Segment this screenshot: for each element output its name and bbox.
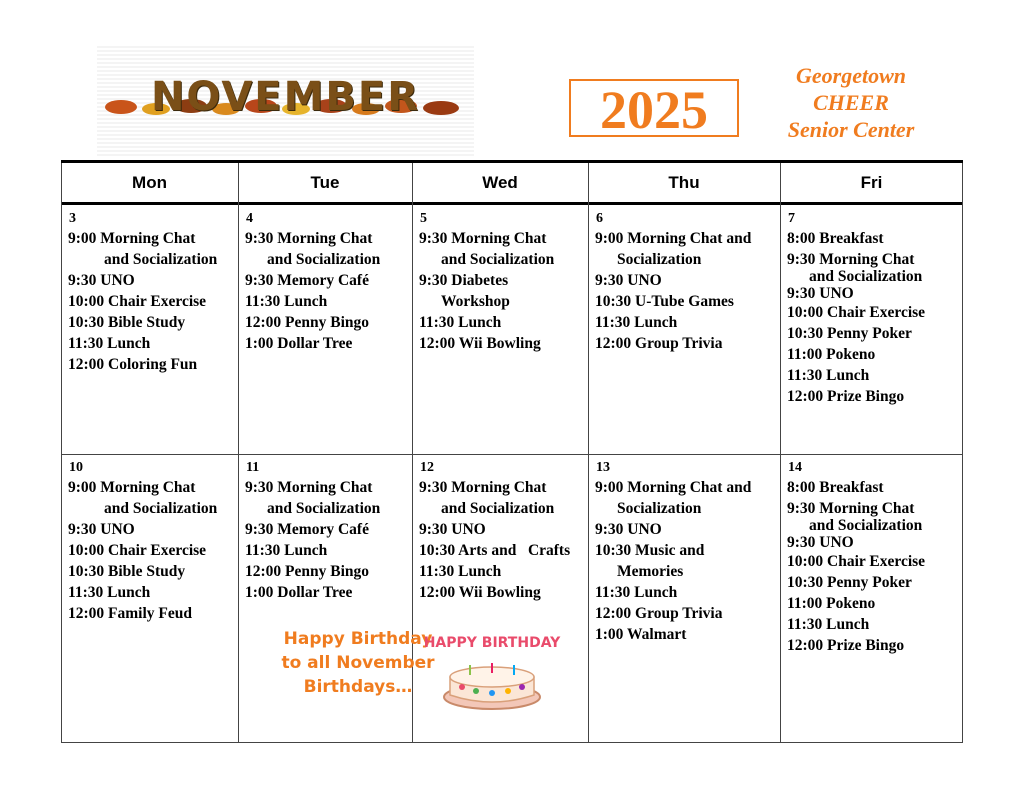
event-item: and Socialization	[104, 251, 218, 268]
day-cell-wed-12	[412, 459, 588, 603]
event-item: 11:30 Lunch	[245, 293, 328, 310]
day-number: 6	[596, 211, 603, 226]
day-cell-fri-14	[780, 459, 963, 656]
event-item: 11:30 Lunch	[68, 584, 151, 601]
day-header-tue: Tue	[310, 173, 340, 192]
event-item: 9:00 Morning Chat and	[595, 479, 752, 496]
event-item: 10:30 Penny Poker	[787, 325, 912, 342]
month-banner	[97, 46, 474, 156]
day-cell-fri-7	[780, 210, 963, 407]
day-cell-tue-4	[238, 210, 412, 354]
event-item: 11:30 Lunch	[787, 616, 870, 633]
day-cell-mon-3	[61, 210, 238, 375]
event-item: 10:00 Chair Exercise	[787, 553, 926, 570]
event-item: 10:00 Chair Exercise	[787, 304, 926, 321]
birthday-line: Happy Birthday	[283, 629, 433, 649]
event-item: and Socialization	[809, 517, 923, 534]
event-item: 9:30 Memory Café	[245, 272, 369, 289]
event-item: 1:00 Dollar Tree	[245, 335, 353, 352]
day-header-thu: Thu	[668, 173, 700, 192]
birthday-line: to all November	[281, 653, 435, 673]
event-item: 10:30 Bible Study	[68, 314, 186, 331]
event-item: 10:00 Chair Exercise	[68, 293, 207, 310]
birthday-line: Birthdays…	[303, 677, 413, 697]
event-item: 11:30 Lunch	[68, 335, 151, 352]
day-number: 3	[69, 211, 76, 226]
event-item: 9:30 UNO	[787, 534, 854, 551]
event-item: 11:30 Lunch	[787, 367, 870, 384]
event-item: 9:30 UNO	[419, 521, 486, 538]
event-item: 9:30 Diabetes	[419, 272, 509, 289]
day-number: 11	[246, 460, 260, 475]
event-item: 8:00 Breakfast	[787, 479, 884, 496]
center-name-line: CHEER	[813, 90, 889, 115]
event-item: 11:00 Pokeno	[787, 595, 876, 612]
event-item: and Socialization	[441, 251, 555, 268]
event-item: 10:30 Music and	[595, 542, 705, 559]
day-number: 5	[420, 211, 427, 226]
year-box: 2025	[569, 79, 739, 137]
event-item: 9:30 UNO	[68, 272, 135, 289]
center-name-line: Georgetown	[796, 63, 906, 88]
event-item: 10:30 U-Tube Games	[595, 293, 734, 310]
event-item: 12:00 Family Feud	[68, 605, 192, 622]
grid-line	[61, 742, 963, 743]
event-item: Socialization	[617, 251, 702, 268]
event-item: 12:00 Group Trivia	[595, 335, 723, 352]
event-item: Socialization	[617, 500, 702, 517]
event-item: 9:30 Morning Chat	[419, 230, 547, 247]
birthday-cake-icon	[423, 615, 561, 715]
event-item: 10:30 Bible Study	[68, 563, 186, 580]
banner-month-text: NOVEMBER	[150, 74, 421, 120]
event-item: 11:30 Lunch	[595, 584, 678, 601]
event-item: 9:00 Morning Chat	[68, 479, 196, 496]
event-item: 12:00 Wii Bowling	[419, 335, 541, 352]
day-number: 10	[69, 460, 83, 475]
event-item: 1:00 Walmart	[595, 626, 687, 643]
event-item: 12:00 Penny Bingo	[245, 314, 370, 331]
event-item: 11:00 Pokeno	[787, 346, 876, 363]
day-number: 4	[246, 211, 253, 226]
event-item: 9:30 UNO	[68, 521, 135, 538]
day-header-fri: Fri	[860, 173, 883, 192]
event-item: 9:30 Morning Chat	[419, 479, 547, 496]
event-item: 9:00 Morning Chat	[68, 230, 196, 247]
event-item: 12:00 Wii Bowling	[419, 584, 541, 601]
day-cell-tue-11	[238, 459, 412, 603]
event-item: 9:30 UNO	[595, 272, 662, 289]
event-item: 12:00 Prize Bingo	[787, 388, 905, 405]
event-item: and Socialization	[104, 500, 218, 517]
event-item: 9:30 Morning Chat	[245, 479, 373, 496]
event-item: Memories	[617, 563, 684, 580]
event-item: 12:00 Prize Bingo	[787, 637, 905, 654]
event-item: and Socialization	[267, 500, 381, 517]
event-item: and Socialization	[267, 251, 381, 268]
day-header-wed: Wed	[482, 173, 518, 192]
event-item: 12:00 Group Trivia	[595, 605, 723, 622]
day-cell-wed-5	[412, 210, 588, 354]
event-item: 11:30 Lunch	[245, 542, 328, 559]
day-cell-mon-10	[61, 459, 238, 624]
day-header-mon: Mon	[132, 173, 167, 192]
event-item: 9:30 Morning Chat	[787, 500, 915, 517]
center-name-line: Senior Center	[787, 117, 915, 142]
cake-text: HAPPY BIRTHDAY	[423, 635, 561, 651]
event-item: 8:00 Breakfast	[787, 230, 884, 247]
event-item: 9:30 UNO	[595, 521, 662, 538]
day-number: 13	[596, 460, 610, 475]
birthday-message	[275, 627, 441, 699]
event-item: 9:30 Morning Chat	[245, 230, 373, 247]
event-item: 10:00 Chair Exercise	[68, 542, 207, 559]
event-item: 9:00 Morning Chat and	[595, 230, 752, 247]
event-item: and Socialization	[809, 268, 923, 285]
event-item: and Socialization	[441, 500, 555, 517]
event-item: 9:30 UNO	[787, 285, 854, 302]
event-item: Workshop	[441, 293, 510, 310]
day-number: 12	[420, 460, 434, 475]
day-number: 7	[788, 211, 795, 226]
day-number: 14	[788, 460, 802, 475]
day-cell-thu-13	[588, 459, 780, 645]
event-item: 1:00 Dollar Tree	[245, 584, 353, 601]
event-item: 9:30 Morning Chat	[787, 251, 915, 268]
event-item: 11:30 Lunch	[419, 563, 502, 580]
event-item: 9:30 Memory Café	[245, 521, 369, 538]
grid-line	[61, 454, 963, 455]
event-item: 12:00 Coloring Fun	[68, 356, 198, 373]
center-name	[770, 62, 932, 143]
event-item: 10:30 Penny Poker	[787, 574, 912, 591]
event-item: 11:30 Lunch	[419, 314, 502, 331]
event-item: 11:30 Lunch	[595, 314, 678, 331]
calendar-header-rule	[61, 202, 963, 205]
event-item: 10:30 Arts and Crafts	[419, 542, 571, 559]
event-item: 12:00 Penny Bingo	[245, 563, 370, 580]
day-cell-thu-6	[588, 210, 780, 354]
